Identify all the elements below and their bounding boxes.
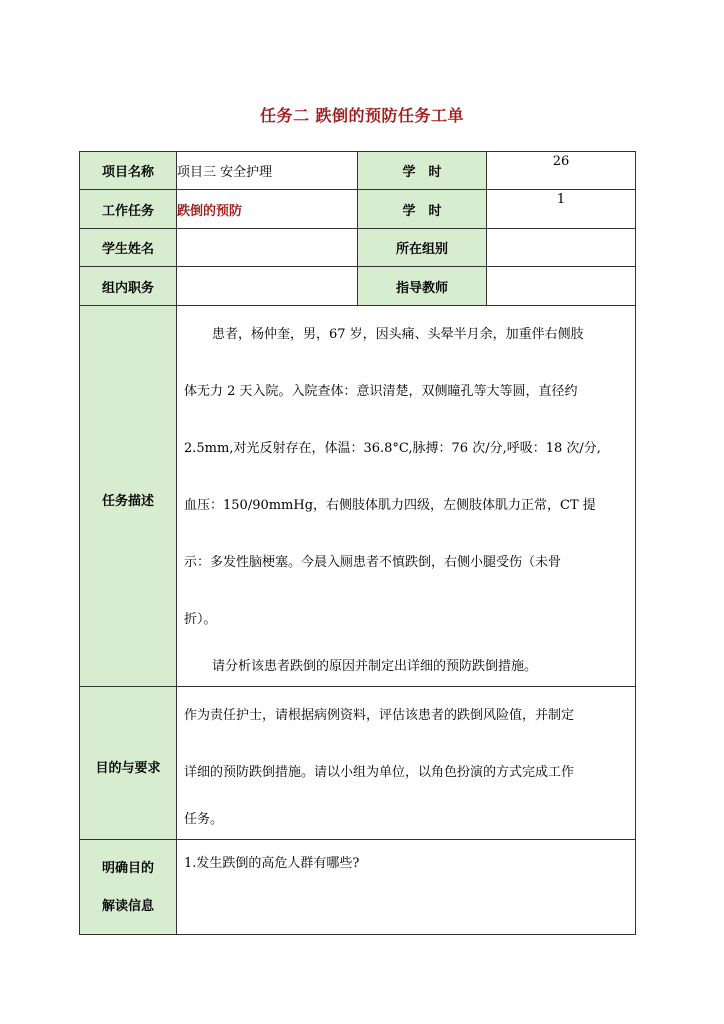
worksheet-title: 任务二 跌倒的预防任务工单	[259, 106, 465, 125]
goal-line: 任务。	[184, 812, 224, 827]
row-work-task	[80, 190, 636, 229]
task-description-line: 患者，杨仲奎，男，67 岁，因头痛、头晕半月余，加重伴右侧肢	[212, 327, 584, 342]
row-student	[80, 229, 636, 267]
row-role	[80, 267, 636, 306]
task-description-line: 体无力 2 天入院。入院查体：意识清楚，双侧瞳孔等大等圆，直径约	[184, 384, 578, 399]
task-description-line: 请分析该患者跌倒的原因并制定出详细的预防跌倒措施。	[212, 659, 538, 674]
student-name-value[interactable]	[177, 229, 358, 267]
group-role-value[interactable]	[177, 267, 358, 306]
clarify-label-line1: 明确目的	[101, 861, 154, 876]
project-name-value: 项目三 安全护理	[177, 152, 358, 190]
teacher-label: 指导教师	[358, 267, 487, 306]
task-description-line: 折）。	[184, 612, 217, 627]
group-label: 所在组别	[358, 229, 487, 267]
work-task-label: 工作任务	[80, 190, 177, 229]
task-worksheet-table	[79, 151, 636, 935]
task-description-content	[177, 306, 636, 687]
teacher-value[interactable]	[487, 267, 636, 306]
task-hours-value: 1	[487, 190, 636, 229]
clarify-question: 1.发生跌倒的高危人群有哪些?	[184, 856, 360, 871]
work-task-value: 跌倒的预防	[177, 190, 358, 229]
clarify-label-line2: 解读信息	[101, 899, 154, 914]
student-name-label: 学生姓名	[80, 229, 177, 267]
task-description-line: 血压：150/90mmHg，右侧肢体肌力四级，左侧肢体肌力正常，CT 提	[184, 498, 596, 513]
clarify-label	[80, 840, 177, 935]
goal-label: 目的与要求	[80, 687, 177, 840]
project-hours-value: 26	[487, 152, 636, 190]
row-project	[80, 152, 636, 190]
task-description-label: 任务描述	[80, 306, 177, 687]
row-goal	[80, 687, 636, 840]
row-clarify	[80, 840, 636, 935]
task-hours-label: 学 时	[358, 190, 487, 229]
clarify-content[interactable]	[177, 840, 636, 935]
group-role-label: 组内职务	[80, 267, 177, 306]
goal-line: 作为责任护士，请根据病例资料，评估该患者的跌倒风险值，并制定	[184, 708, 575, 723]
group-value[interactable]	[487, 229, 636, 267]
project-name-label: 项目名称	[80, 152, 177, 190]
row-task-description	[80, 306, 636, 687]
task-description-line: 2.5mm,对光反射存在，体温：36.8°C,脉搏：76 次/分,呼吸：18 次/分,	[184, 441, 601, 456]
project-hours-label: 学 时	[358, 152, 487, 190]
task-description-line: 示：多发性脑梗塞。今晨入厕患者不慎跌倒，右侧小腿受伤（未骨	[184, 555, 562, 570]
goal-content	[177, 687, 636, 840]
goal-line: 详细的预防跌倒措施。请以小组为单位，以角色扮演的方式完成工作	[184, 765, 575, 780]
